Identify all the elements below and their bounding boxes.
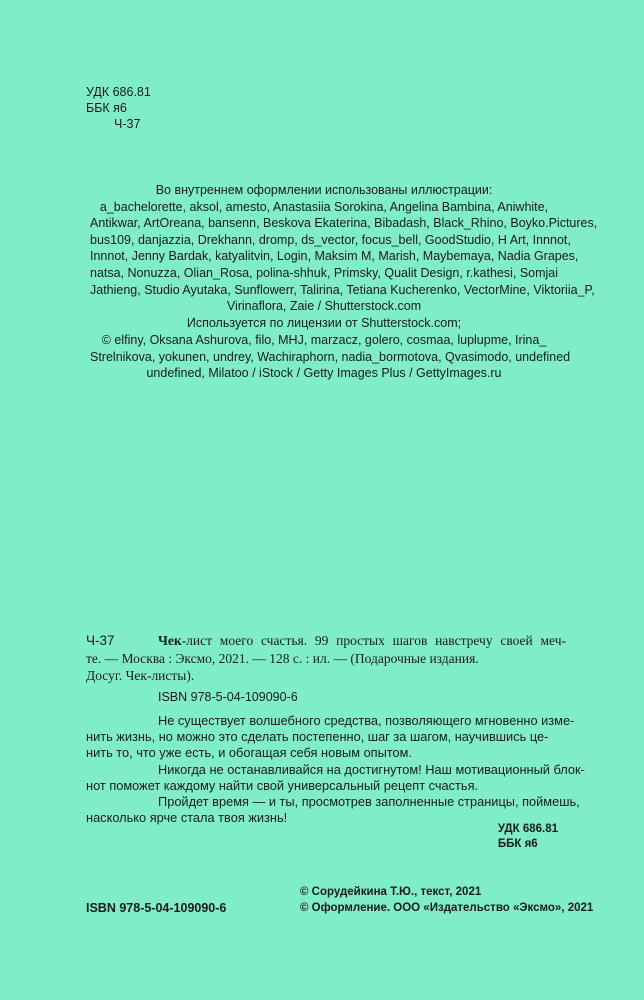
credit-line: © elfiny, Oksana Ashurova, filo, MHJ, marzacz, golero, cosmaa, luplupme, Irina_ xyxy=(101,333,547,347)
credit-line: Во внутреннем оформлении использованы иллюстрации: xyxy=(155,183,493,197)
bbk-code: ББК я6 xyxy=(86,101,127,115)
udk-code: УДК 686.81 xyxy=(86,85,151,99)
credit-line: Virinaflora, Zaie / Shutterstock.com xyxy=(226,299,422,314)
credit-line: Strelnikova, yokunen, undrey, Wachiraphorn, nadia_bormotova, Qvasimodo, undefined xyxy=(90,349,571,364)
catalog-author-mark: Ч-37 xyxy=(86,633,115,648)
catalog-line-2: те. — Москва : Эксмо, 2021. — 128 с. : ил. — (Подарочные издания. xyxy=(86,650,479,666)
illustration-credits-istock xyxy=(90,332,571,382)
catalog-isbn: ISBN 978-5-04-109090-6 xyxy=(158,690,298,704)
catalog-line-1 xyxy=(158,632,566,650)
annotation-line: нот поможет каждому найти свой универсальный рецепт счастья. xyxy=(86,777,479,793)
classification-top xyxy=(86,84,151,132)
catalog-title-bold: Чек xyxy=(158,633,182,648)
catalog-title-rest: -лист моего счастья. 99 простых шагов навстречу своей меч- xyxy=(181,633,566,648)
credit-line: Antikwar, ArtOreana, bansenn, Beskova Ekaterina, Bibadash, Black_Rhino, Boyko.Pictures, xyxy=(90,216,598,231)
credit-line: bus109, danjazzia, Drekhann, dromp, ds_vector, focus_bell, GoodStudio, H Art, Innnot, xyxy=(90,232,571,247)
credit-line: a_bachelorette, aksol, amesto, Anastasiia Sorokina, Angelina Bambina, Aniwhite, xyxy=(99,199,549,214)
copyright-text: © Сорудейкина Т.Ю., текст, 2021 xyxy=(300,886,482,898)
credit-line: Innnot, Jenny Bardak, katyalitvin, Login, Maksim M, Marish, Maybemaya, Nadia Grapes, xyxy=(90,249,579,264)
annotation-line: нить жизнь, но можно это сделать постепенно, шаг за шагом, научившись це- xyxy=(86,729,549,745)
annotation-line: Пройдет время — и ты, просмотрев заполненные страницы, поймешь, xyxy=(158,794,580,810)
bbk-code-bottom: ББК я6 xyxy=(497,838,538,850)
annotation-line: Не существует волшебного средства, позволяющего мгновенно изме- xyxy=(158,713,575,728)
credit-line: undefined, Milatoo / iStock / Getty Images Plus / GettyImages.ru xyxy=(146,366,502,381)
udk-code-bottom: УДК 686.81 xyxy=(497,823,558,835)
annotation-line: нить то, что уже есть, и обогащая себя новым опытом. xyxy=(86,745,413,761)
credit-line: Используется по лицензии от Shutterstock.com; xyxy=(186,315,462,330)
annotation-line: Никогда не останавливайся на достигнутом! Наш мотивационный блок- xyxy=(158,761,585,777)
annotation-line: насколько ярче стала твоя жизнь! xyxy=(86,810,288,826)
isbn-bottom: ISBN 978-5-04-109090-6 xyxy=(86,901,227,915)
copyright-design: © Оформление. ООО «Издательство «Эксмо», 2021 xyxy=(300,901,594,914)
copyright-block xyxy=(300,885,593,916)
annotation xyxy=(86,713,585,826)
catalog-line-3: Досуг. Чек-листы). xyxy=(86,668,195,683)
illustration-credits-shutterstock xyxy=(90,182,598,331)
classification-bottom xyxy=(498,822,558,852)
author-mark: Ч-37 xyxy=(114,117,141,131)
credit-line: Jathieng, Studio Ayutaka, Sunflowerr, Talirina, Tetiana Kucherenko, VectorMine, Viktoriia_P, xyxy=(90,282,595,297)
credit-line: natsa, Nonuzza, Olian_Rosa, polina-shhuk, Primsky, Qualit Design, r.kathesi, Somjai xyxy=(90,265,559,280)
